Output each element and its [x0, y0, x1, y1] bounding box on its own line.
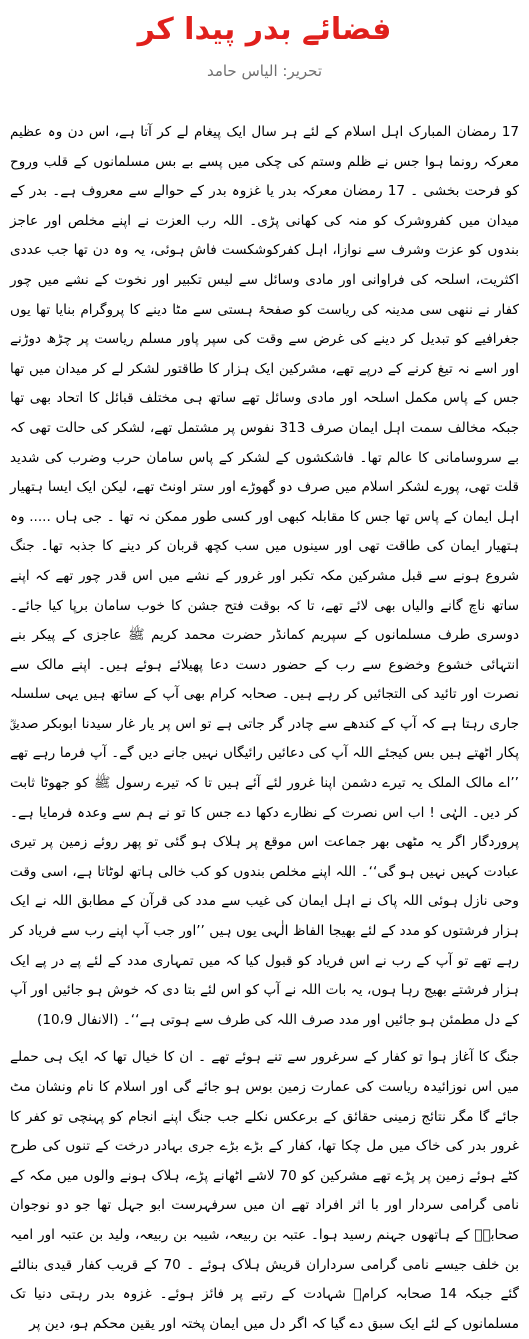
- article-body: [10, 118, 519, 1339]
- article-title: فضائے بدر پیدا کر: [137, 12, 392, 47]
- article-paragraph: جنگ کا آغاز ہوا تو کفار کے سرغرور سے تنے ہوئے تھے ۔ ان کا خیال تھا کہ ایک ہی حملے میں اس نوزائیدہ ریاست کی عمارت زمین بوس ہو جائے گی اور اسلام کا نام ونشان مٹ جائے گا مگر نتائج زمینی حقائق کے برعکس نکلے جب جنگ اپنے انجام کو پہنچی تو کفر کا غرور بدر کی خاک میں مل چکا تھا، کفار کے بڑے بڑے جری بہادر درخت کے تنوں کی طرح کٹے ہوئے زمین پر پڑے تھے مشرکین کو 70 لاشے اٹھانے پڑے، ہلاک ہونے والوں میں مکہ کے نامی گرامی سردار اور با اثر افراد تھے ان میں سرفہرست ابو جہل تھا جو دو نوجوان صحابہؓ کے ہاتھوں جہنم رسید ہوا۔ عتبہ بن ربیعہ، شیبہ بن ربیعہ، ولید بن عتبہ اور امیہ بن خلف جیسے نامی گرامی سرداران قریش ہلاک ہوئے ۔ 70 کے قریب کفار قیدی بنالئے گئے جبکہ 14 صحابہ کرامؓ شہادت کے رتبے پر فائز ہوئے۔ غزوہ بدر رہتی دنیا تک مسلمانوں کے لئے ایک سبق دے گیا کہ اگر دل میں ایمان پختہ اور یقین محکم ہو، دین پر: [10, 1049, 519, 1332]
- author-byline: تحریر: الیاس حامد: [206, 62, 323, 80]
- article-paragraph: 17 رمضان المبارک اہل اسلام کے لئے ہر سال ایک پیغام لے کر آتا ہے، اس دن وہ عظیم معرکہ رونما ہوا جس نے ظلم وستم کی چکی میں پسے بے بس مسلمانوں کے قلب وروح کو فرحت بخشی ۔ 17 رمضان معرکہ بدر یا غزوہ بدر کے حوالے سے معروف ہے۔ بدر کے میدان میں کفروشرک کو منہ کی کھانی پڑی۔ اللہ رب العزت نے اپنے مخلص اور عاجز بندوں کو عزت وشرف سے نوازا، اہل کفرکوشکست فاش ہوئی، یہ وہ دن تھا جب عددی اکثریت، اسلحہ کی فراوانی اور مادی وسائل سے لیس تکبیر اور نخوت کے نشے میں چور کفار نے ننھی سی مدینہ کی ریاست کو صفحۂ ہستی سے مٹا دینے کا پروگرام بنایا تھا یوں جغرافیے کو تبدیل کر دینے کی غرض سے وقت کی سپر پاور مسلم ریاست پر چڑھ دوڑنے اور اسے نہ تیغ کرنے کے درپے تھے، مشرکین ایک ہزار کا طاقتور لشکر لے کر میدان میں تھا جس کے پاس مکمل اسلحہ اور مادی وسائل تھے ساتھ ہی مختلف قبائل کا اتحاد بھی تھا جبکہ مخالف سمت اہل ایمان صرف 313 نفوس پر مشتمل تھے، لشکر کی حالت تھی کہ بے سروسامانی کا عالم تھا۔ فاشکشوں کے لشکر کے پاس سامان حرب وضرب کی شدید قلت تھی، پورے لشکر اسلام میں صرف دو گھوڑے اور ستر اونٹ تھے، لیکن ایک ایسا ہتھیار اہل ایمان کے پاس تھا جس کا مقابلہ کبھی اور کسی طور ممکن نہ تھا ۔ جی ہاں ..... وہ ہتھیار ایمان کی طاقت تھی اور سینوں میں سب کچھ قربان کر دینے کا جذبہ تھا۔ جنگ شروع ہونے سے قبل مشرکین مکہ تکبر اور غرور کے نشے میں اس قدر چور تھے کہ اپنے ساتھ ناچ گانے والیاں بھی لائے تھے، تا کہ بوقت فتح جشن کا خوب سامان برپا کیا جائے۔ دوسری طرف مسلمانوں کے سپریم کمانڈر حضرت محمد کریم ﷺ عاجزی کے پیکر بنے انتہائی خشوع وخضوع سے رب کے حضور دست دعا پھیلائے ہوئے ہیں۔ اپنے مالک سے نصرت اور تائید کی التجائیں کر رہے ہیں۔ صحابہ کرام بھی آپ کے ساتھ ہیں یہی سلسلہ جاری رہتا ہے کہ آپ کے کندھے سے چادر گر جاتی ہے تو اس پر یار غار سیدنا ابوبکر صدیقؓ پکار اٹھتے ہیں بس کیجئے اللہ آپ کی دعائیں رائیگاں نہیں جانے دیں گے۔ آپ فرما رہے تھے ’’اے مالک الملک یہ تیرے دشمن اپنا غرور لئے آئے ہیں تا کہ تیرے رسول ﷺ کو جھوٹا ثابت کر دیں۔ الہٰی ! اب اس نصرت کے نظارے دکھا دے جس کا تو نے ہم سے وعدہ فرمایا ہے۔ پروردگار اگر یہ مٹھی بھر جماعت اس موقع پر ہلاک ہو گئی تو پھر روئے زمین پر تیری عبادت کہیں نہیں ہو گی‘‘۔ اللہ اپنے مخلص بندوں کو کب خالی ہاتھ لوٹاتا ہے، اسی وقت وحی نازل ہوئی اللہ پاک نے اہل ایمان کی غیب سے مدد کی قرآن کے مطابق اللہ نے ایک ہزار فرشتوں کو مدد کے لئے بھیجا الفاظ الٰہی یوں ہیں ’’اور جب آپ اپنے رب سے فریاد کر رہے تھے تو آپ کے رب نے اس فریاد کو قبول کیا کہ میں تمہاری مدد کے لئے پے در پے ایک ہزار فرشتے بھیج رہا ہوں، یہ بات اللہ نے آپ کو اس لئے بتا دی کہ خوش ہو جائیں اور آپ کے دل مطمئن ہو جائیں اور مدد صرف اللہ کی طرف سے ہوتی ہے‘‘۔ (الانفال 10،9): [10, 124, 520, 1028]
